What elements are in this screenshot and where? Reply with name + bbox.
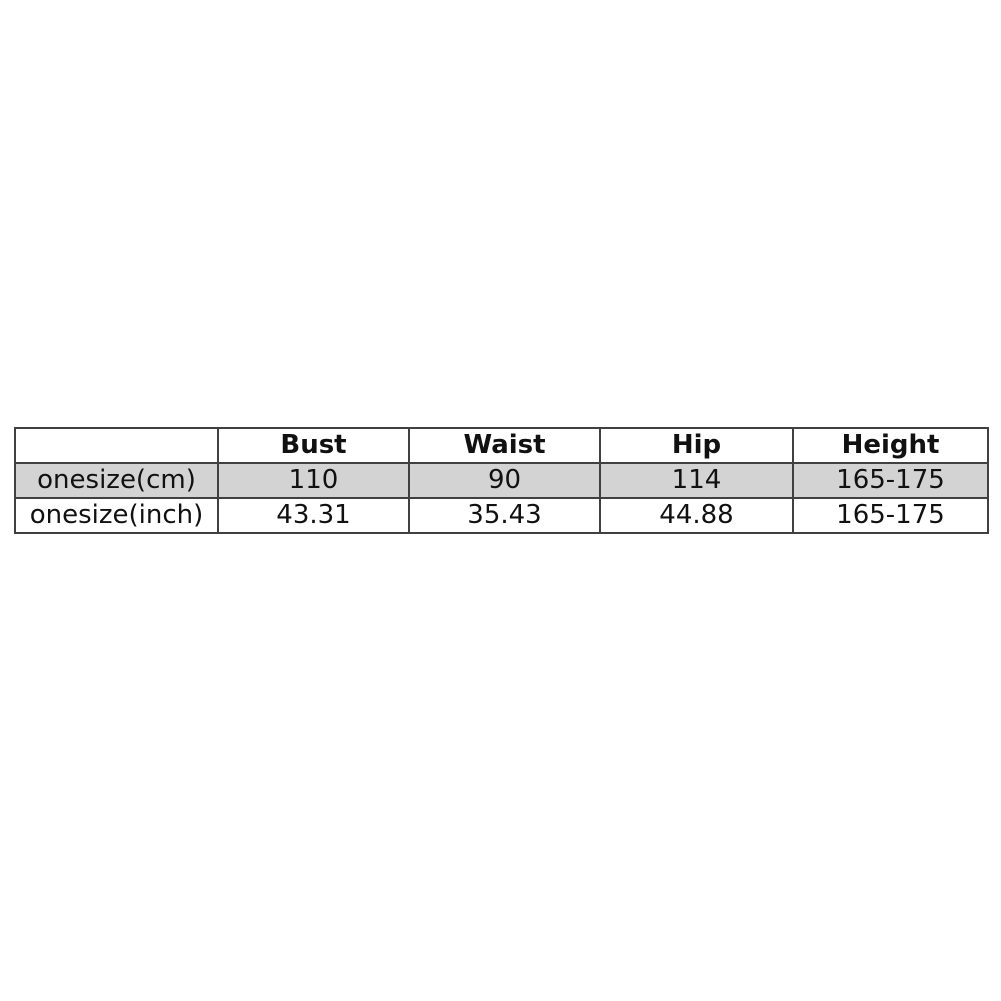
size-chart-table — [14, 427, 989, 534]
cell-cm-waist: 90 — [409, 463, 600, 498]
table-row-cm — [15, 463, 988, 498]
row-label-inch: onesize(inch) — [15, 498, 218, 533]
row-label-cm: onesize(cm) — [15, 463, 218, 498]
table-row-inch — [15, 498, 988, 533]
header-cell-hip: Hip — [600, 428, 793, 463]
header-row — [15, 428, 988, 463]
cell-inch-hip: 44.88 — [600, 498, 793, 533]
cell-inch-height: 165-175 — [793, 498, 988, 533]
cell-inch-bust: 43.31 — [218, 498, 409, 533]
cell-cm-bust: 110 — [218, 463, 409, 498]
header-cell-bust: Bust — [218, 428, 409, 463]
cell-cm-height: 165-175 — [793, 463, 988, 498]
cell-cm-hip: 114 — [600, 463, 793, 498]
cell-inch-waist: 35.43 — [409, 498, 600, 533]
header-cell-blank — [15, 428, 218, 463]
header-cell-height: Height — [793, 428, 988, 463]
header-cell-waist: Waist — [409, 428, 600, 463]
